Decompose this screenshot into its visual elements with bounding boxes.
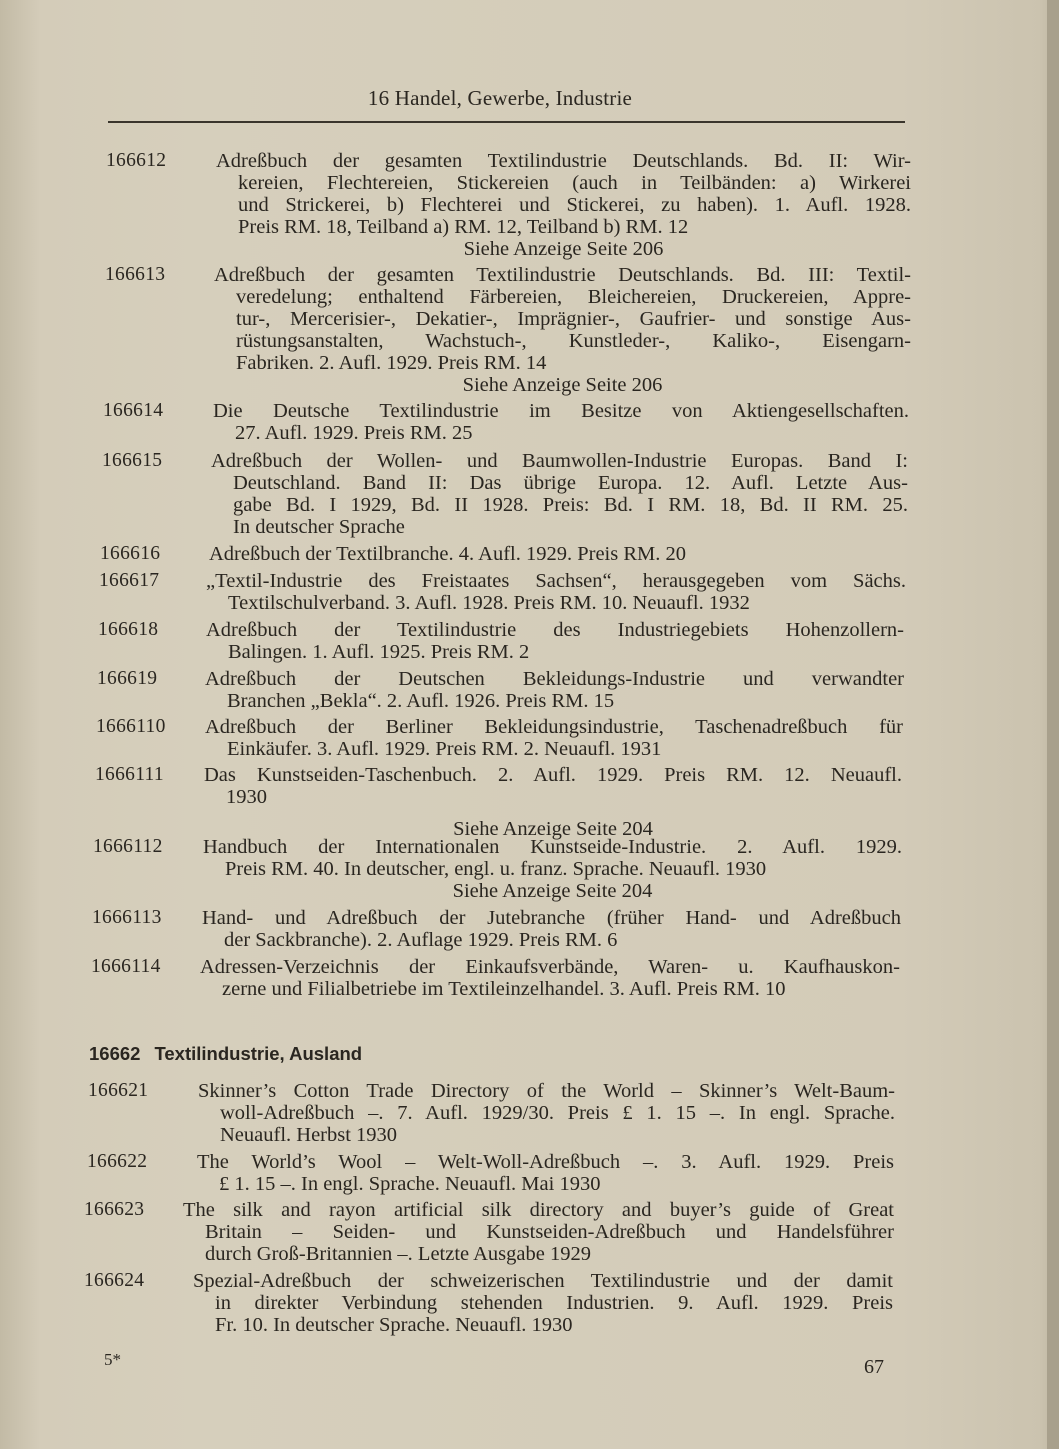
entry-line: Fabriken. 2. Aufl. 1929. Preis RM. 14 xyxy=(236,352,547,374)
header-rule xyxy=(108,121,905,123)
entry-text xyxy=(197,1151,894,1195)
entry-line: Britain – Seiden- und Kunstseiden-Adreßbuch und Handelsführer xyxy=(205,1221,894,1243)
entry-number: 166622 xyxy=(87,1151,148,1172)
entry-number: 1666113 xyxy=(92,907,162,928)
entry-text xyxy=(213,400,909,444)
entry-line: Die Deutsche Textilindustrie im Besitze von Aktiengesellschaften. xyxy=(213,400,909,422)
entry-text xyxy=(198,1080,895,1146)
entry-line: zerne und Filialbetriebe im Textileinzelhandel. 3. Aufl. Preis RM. 10 xyxy=(222,978,786,1000)
entry-line: gabe Bd. I 1929, Bd. II 1928. Preis: Bd. I RM. 18, Bd. II RM. 25. xyxy=(233,494,908,516)
entry-number: 1666111 xyxy=(95,764,164,785)
entry-line: Handbuch der Internationalen Kunstseide-Industrie. 2. Aufl. 1929. xyxy=(203,836,902,858)
entry-line: Adreßbuch der gesamten Textilindustrie Deutschlands. Bd. III: Textil- xyxy=(214,264,911,286)
entry-number: 166617 xyxy=(99,570,160,591)
entry-text xyxy=(203,836,902,902)
entry-line: 27. Aufl. 1929. Preis RM. 25 xyxy=(235,422,473,444)
entry-text xyxy=(202,907,901,951)
page-edge-shadow xyxy=(1047,0,1059,1449)
advert-reference: Siehe Anzeige Seite 206 xyxy=(462,374,663,396)
entry-line: Textilschulverband. 3. Aufl. 1928. Preis RM. 10. Neuaufl. 1932 xyxy=(228,592,750,614)
advert-reference: Siehe Anzeige Seite 204 xyxy=(453,818,653,840)
running-header: 16 Handel, Gewerbe, Industrie xyxy=(367,86,633,110)
entry-line: Adreßbuch der Berliner Bekleidungsindustrie, Taschenadreßbuch für xyxy=(205,716,903,738)
entry-number: 166621 xyxy=(88,1080,149,1101)
entry-line: durch Groß-Britannien –. Letzte Ausgabe 1929 xyxy=(205,1243,591,1265)
entry-text xyxy=(200,956,900,1000)
entry-number: 1666112 xyxy=(93,836,163,857)
entry-line: Neuaufl. Herbst 1930 xyxy=(220,1124,398,1146)
entry-text xyxy=(206,619,904,663)
signature-mark: 5* xyxy=(104,1350,121,1369)
entry-number: 166612 xyxy=(106,150,167,171)
entry-line: rüstungsanstalten, Wachstuch-, Kunstleder-, Kaliko-, Eisengarn- xyxy=(236,330,911,352)
entry-line: tur-, Mercerisier-, Dekatier-, Imprägnier-, Gaufrier- und sonstige Aus- xyxy=(236,308,911,330)
entry-line: Adreßbuch der Textilindustrie des Industriegebiets Hohenzollern- xyxy=(206,619,904,641)
entry-line: Spezial-Adreßbuch der schweizerischen Textilindustrie und der damit xyxy=(193,1270,893,1292)
entry-line: der Sackbranche). 2. Auflage 1929. Preis RM. 6 xyxy=(224,929,618,951)
entry-text xyxy=(193,1270,893,1336)
entry-line: kereien, Flechtereien, Stickereien (auch in Teilbänden: a) Wirkerei xyxy=(238,172,911,194)
entry-line: 1930 xyxy=(226,786,267,808)
entry-text xyxy=(209,543,906,565)
entry-number: 166624 xyxy=(84,1270,145,1291)
entry-line: Skinner’s Cotton Trade Directory of the World – Skinner’s Welt-Baum- xyxy=(198,1080,895,1102)
entry-text xyxy=(204,764,902,840)
entry-number: 166618 xyxy=(98,619,159,640)
entry-number: 166619 xyxy=(97,668,158,689)
entry-text xyxy=(211,450,908,538)
entry-number: 166623 xyxy=(84,1199,145,1220)
entry-line: Adressen-Verzeichnis der Einkaufsverbände, Waren- u. Kaufhauskon- xyxy=(200,956,900,978)
entry-line: Adreßbuch der Textilbranche. 4. Aufl. 1929. Preis RM. 20 xyxy=(209,543,687,565)
entry-text xyxy=(205,716,903,760)
entry-line: woll-Adreßbuch –. 7. Aufl. 1929/30. Preis £ 1. 15 –. In engl. Sprache. xyxy=(220,1102,895,1124)
entry-number: 166613 xyxy=(105,264,166,285)
entry-line: Preis RM. 40. In deutscher, engl. u. franz. Sprache. Neuaufl. 1930 xyxy=(225,858,767,880)
section-heading xyxy=(89,1043,362,1065)
entry-number: 166614 xyxy=(103,400,164,421)
advert-reference: Siehe Anzeige Seite 204 xyxy=(452,880,653,902)
entry-line: Einkäufer. 3. Aufl. 1929. Preis RM. 2. Neuaufl. 1931 xyxy=(227,738,662,760)
entry-line: in direkter Verbindung stehenden Industrien. 9. Aufl. 1929. Preis xyxy=(215,1292,893,1314)
entry-line: Adreßbuch der Deutschen Bekleidungs-Industrie und verwandter xyxy=(205,668,904,690)
entry-line: Adreßbuch der Wollen- und Baumwollen-Industrie Europas. Band I: xyxy=(211,450,908,472)
entry-line: The silk and rayon artificial silk directory and buyer’s guide of Great xyxy=(183,1199,894,1221)
entry-line: Balingen. 1. Aufl. 1925. Preis RM. 2 xyxy=(228,641,530,663)
entry-text xyxy=(214,264,911,396)
entry-line: Fr. 10. In deutscher Sprache. Neuaufl. 1930 xyxy=(215,1314,573,1336)
entry-text xyxy=(216,150,911,260)
advert-reference: Siehe Anzeige Seite 206 xyxy=(463,238,664,260)
entry-line: The World’s Wool – Welt-Woll-Adreßbuch –. 3. Aufl. 1929. Preis xyxy=(197,1151,894,1173)
section-number: 16662 xyxy=(89,1043,141,1064)
entry-number: 1666110 xyxy=(96,716,166,737)
entry-line: Preis RM. 18, Teilband a) RM. 12, Teilband b) RM. 12 xyxy=(238,216,689,238)
entry-line: Adreßbuch der gesamten Textilindustrie Deutschlands. Bd. II: Wir- xyxy=(216,150,911,172)
section-title: Textilindustrie, Ausland xyxy=(154,1043,363,1064)
entry-text xyxy=(206,570,906,614)
entry-text xyxy=(205,668,904,712)
entry-number: 166616 xyxy=(100,543,161,564)
entry-number: 166615 xyxy=(102,450,163,471)
entry-text xyxy=(183,1199,894,1265)
entry-line: „Textil-Industrie des Freistaates Sachsen“, herausgegeben vom Sächs. xyxy=(206,570,906,592)
entry-line: veredelung; enthaltend Färbereien, Bleichereien, Druckereien, Appre- xyxy=(236,286,911,308)
entry-number: 1666114 xyxy=(91,956,161,977)
entry-line: £ 1. 15 –. In engl. Sprache. Neuaufl. Mai 1930 xyxy=(219,1173,601,1195)
entry-line: Branchen „Bekla“. 2. Aufl. 1926. Preis RM. 15 xyxy=(227,690,615,712)
entry-line: Hand- und Adreßbuch der Jutebranche (früher Hand- und Adreßbuch xyxy=(202,907,901,929)
entry-line: In deutscher Sprache xyxy=(233,516,405,538)
entry-line: Das Kunstseiden-Taschenbuch. 2. Aufl. 1929. Preis RM. 12. Neuaufl. xyxy=(204,764,902,786)
entry-line: Deutschland. Band II: Das übrige Europa. 12. Aufl. Letzte Aus- xyxy=(233,472,908,494)
page-number: 67 xyxy=(864,1356,884,1378)
entry-line: und Strickerei, b) Flechterei und Stickerei, zu haben). 1. Aufl. 1928. xyxy=(238,194,911,216)
